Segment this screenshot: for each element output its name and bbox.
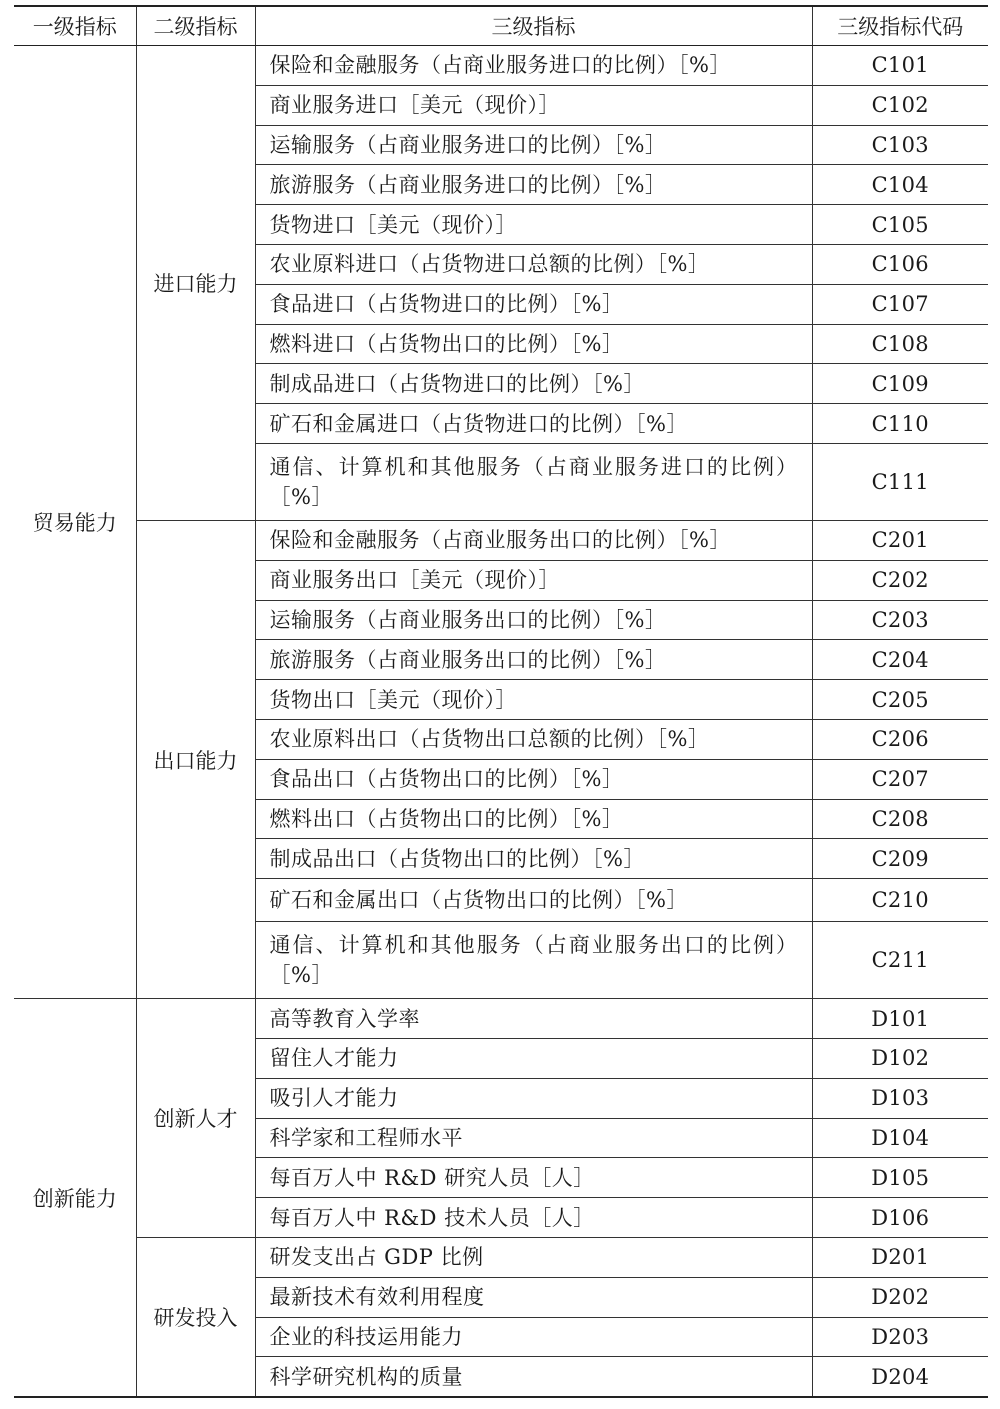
level1-cell: 贸易能力 [14,46,136,999]
indicator-name: 通信、计算机和其他服务（占商业服务进口的比例）［%］ [255,443,812,520]
header-level3-code: 三级指标代码 [812,6,988,46]
indicator-code: C111 [812,443,988,520]
indicator-code: C102 [812,85,988,125]
indicator-code: C110 [812,404,988,444]
indicator-name: 通信、计算机和其他服务（占商业服务出口的比例）［%］ [255,922,812,999]
indicator-code: D203 [812,1317,988,1357]
indicator-code: C108 [812,324,988,364]
indicator-code: C211 [812,922,988,999]
indicator-code: D204 [812,1357,988,1397]
indicator-name: 燃料进口（占货物出口的比例）［%］ [255,324,812,364]
indicator-name: 货物出口［美元（现价）］ [255,680,812,720]
header-row [14,6,988,46]
indicator-table [14,5,988,1398]
indicator-name: 矿石和金属进口（占货物进口的比例）［%］ [255,404,812,444]
level2-cell: 出口能力 [136,520,255,998]
indicator-name: 运输服务（占商业服务出口的比例）［%］ [255,600,812,640]
indicator-name: 商业服务出口［美元（现价）］ [255,560,812,600]
indicator-name: 研发支出占 GDP 比例 [255,1237,812,1277]
header-level1: 一级指标 [14,6,136,46]
indicator-name: 科学家和工程师水平 [255,1118,812,1158]
table-row [14,999,988,1039]
indicator-code: D104 [812,1118,988,1158]
indicator-code: C203 [812,600,988,640]
level2-cell: 创新人才 [136,999,255,1238]
level1-cell: 创新能力 [14,999,136,1397]
level2-cell: 研发投入 [136,1237,255,1397]
indicator-code: C209 [812,839,988,879]
indicator-code: C206 [812,719,988,759]
indicator-name: 保险和金融服务（占商业服务进口的比例）［%］ [255,46,812,86]
indicator-name: 食品进口（占货物进口的比例）［%］ [255,284,812,324]
indicator-code: C106 [812,244,988,284]
table-row [14,520,988,560]
table-row [14,46,988,86]
indicator-code: C201 [812,520,988,560]
indicator-code: C210 [812,879,988,922]
indicator-code: D105 [812,1158,988,1198]
indicator-code: D201 [812,1237,988,1277]
indicator-code: C205 [812,680,988,720]
level2-cell: 进口能力 [136,46,255,521]
indicator-code: C105 [812,205,988,245]
indicator-code: C101 [812,46,988,86]
indicator-code: D106 [812,1198,988,1238]
indicator-name: 每百万人中 R&D 研究人员［人］ [255,1158,812,1198]
indicator-code: D101 [812,999,988,1039]
indicator-name: 矿石和金属出口（占货物出口的比例）［%］ [255,879,812,922]
indicator-code: D202 [812,1277,988,1317]
indicator-code: C103 [812,125,988,165]
indicator-name: 农业原料进口（占货物进口总额的比例）［%］ [255,244,812,284]
indicator-name: 食品出口（占货物出口的比例）［%］ [255,759,812,799]
indicator-name: 旅游服务（占商业服务出口的比例）［%］ [255,640,812,680]
indicator-name: 高等教育入学率 [255,999,812,1039]
indicator-code: C204 [812,640,988,680]
indicator-code: C104 [812,165,988,205]
table-row [14,1237,988,1277]
indicator-name: 保险和金融服务（占商业服务出口的比例）［%］ [255,520,812,560]
indicator-name: 旅游服务（占商业服务进口的比例）［%］ [255,165,812,205]
indicator-name: 制成品出口（占货物出口的比例）［%］ [255,839,812,879]
indicator-name: 最新技术有效利用程度 [255,1277,812,1317]
indicator-name: 吸引人才能力 [255,1078,812,1118]
indicator-code: C208 [812,799,988,839]
indicator-code: D102 [812,1038,988,1078]
indicator-code: C207 [812,759,988,799]
indicator-name: 货物进口［美元（现价）］ [255,205,812,245]
indicator-name: 留住人才能力 [255,1038,812,1078]
header-level2: 二级指标 [136,6,255,46]
indicator-name: 商业服务进口［美元（现价）］ [255,85,812,125]
indicator-code: C109 [812,364,988,404]
table-body [14,46,988,1398]
indicator-name: 燃料出口（占货物出口的比例）［%］ [255,799,812,839]
indicator-name: 运输服务（占商业服务进口的比例）［%］ [255,125,812,165]
indicator-name: 科学研究机构的质量 [255,1357,812,1397]
header-level3: 三级指标 [255,6,812,46]
indicator-code: C107 [812,284,988,324]
indicator-code: D103 [812,1078,988,1118]
indicator-name: 每百万人中 R&D 技术人员［人］ [255,1198,812,1238]
indicator-name: 制成品进口（占货物进口的比例）［%］ [255,364,812,404]
indicator-name: 农业原料出口（占货物出口总额的比例）［%］ [255,719,812,759]
indicator-code: C202 [812,560,988,600]
indicator-name: 企业的科技运用能力 [255,1317,812,1357]
